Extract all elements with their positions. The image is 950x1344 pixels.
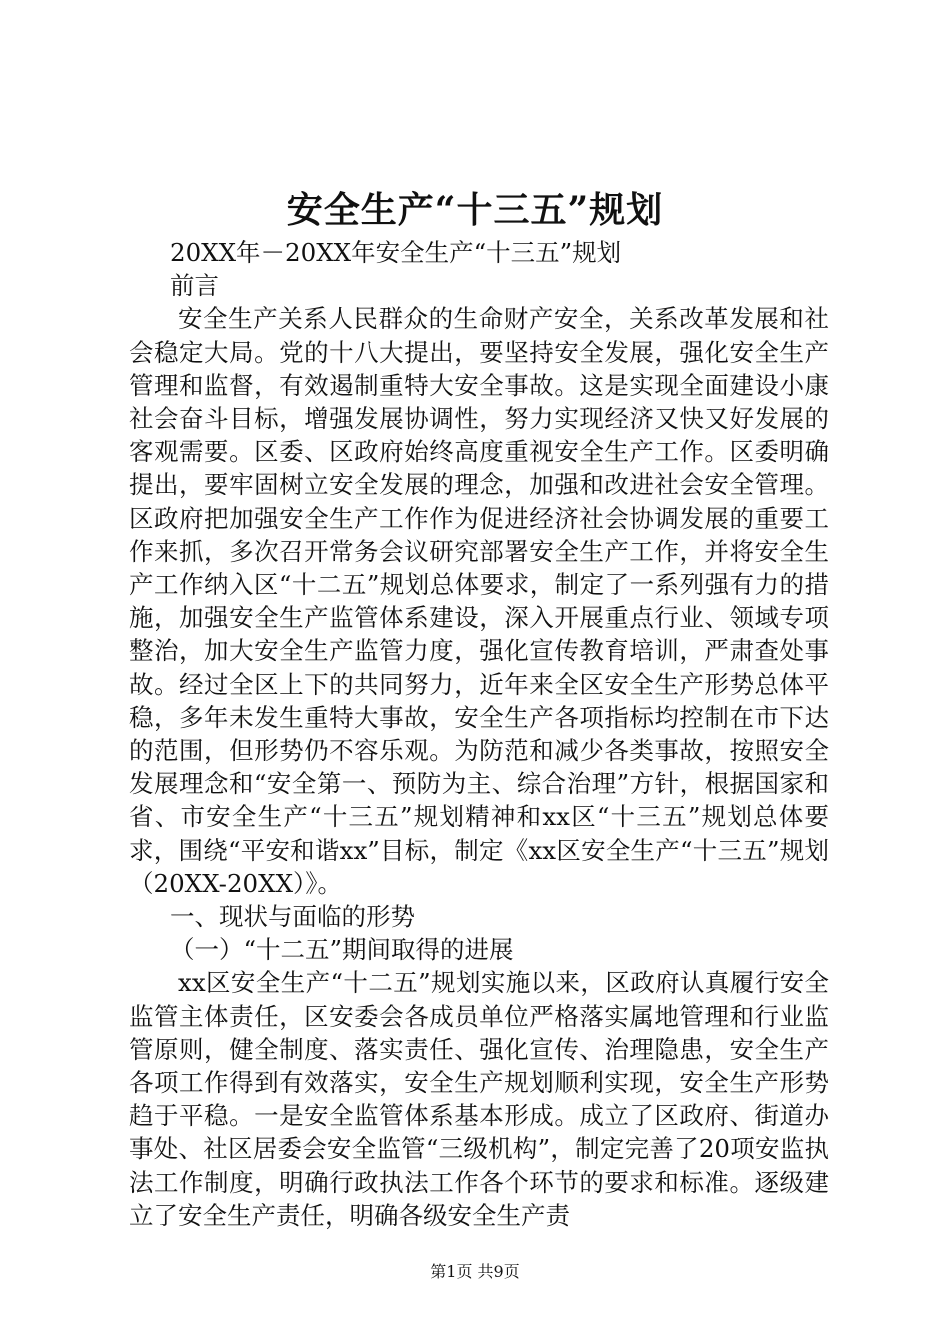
subsection-heading: （一）“十二五”期间取得的进展 [170,935,514,965]
document-subtitle: 20XX年－20XX年安全生产“十三五”规划 [170,238,622,267]
preface-heading: 前言 [170,271,219,301]
page-footer: 第1页 共9页 [430,1262,520,1281]
document-title: 安全生产“十三五”规划 [286,189,664,231]
section-heading: 一、现状与面临的形势 [170,902,415,932]
preface-paragraph: 安全生产关系人民群众的生命财产安全，关系改革发展和社会稳定大局。党的十八大提出，要坚持安全发展，强化安全生产管理和监督，有效遏制重特大安全事故。这是实现全面建设小康社会奋斗目标，增强发展协调性，努力实现经济又快又好发展的客观需要。区委、区政府始终高度重视安全生产工作。区委明确提出，要牢固树立安全发展的理念，加强和改进社会安全管理。区政府把加强安全生产工作作为促进经济社会协调发展的重要工作来抓，多次召开常务会议研究部署安全生产工作，并将安全生产工作纳入区“十二五”规划总体要求，制定了一系列强有力的措施，加强安全生产监管体系建设，深入开展重点行业、领域专项整治，加大安全生产监管力度，强化宣传教育培训，严肃查处事故。经过全区上下的共同努力，近年来全区安全生产形势总体平稳，多年未发生重特大事故，安全生产各项指标均控制在市下达的范围，但形势仍不容乐观。为防范和减少各类事故，按照安全发展理念和“安全第一、预防为主、综合治理”方针，根据国家和省、市安全生产“十三五”规划精神和xx区“十三五”规划总体要求，围绕“平安和谐xx”目标，制定《xx区安全生产“十三五”规划（20XX-20XX）》。 [129,304,829,898]
document-body [129,236,829,1232]
section-paragraph: xx区安全生产“十二五”规划实施以来，区政府认真履行安全监管主体责任，区安委会各成员单位严格落实属地管理和行业监管原则，健全制度、落实责任、强化宣传、治理隐患，安全生产各项工作得到有效落实，安全生产规划顺利实现，安全生产形势趋于平稳。一是安全监管体系基本形成。成立了区政府、街道办事处、社区居委会安全监管“三级机构”，制定完善了20项安监执法工作制度，明确行政执法工作各个环节的要求和标准。逐级建立了安全生产责任，明确各级安全生产责 [129,968,829,1230]
